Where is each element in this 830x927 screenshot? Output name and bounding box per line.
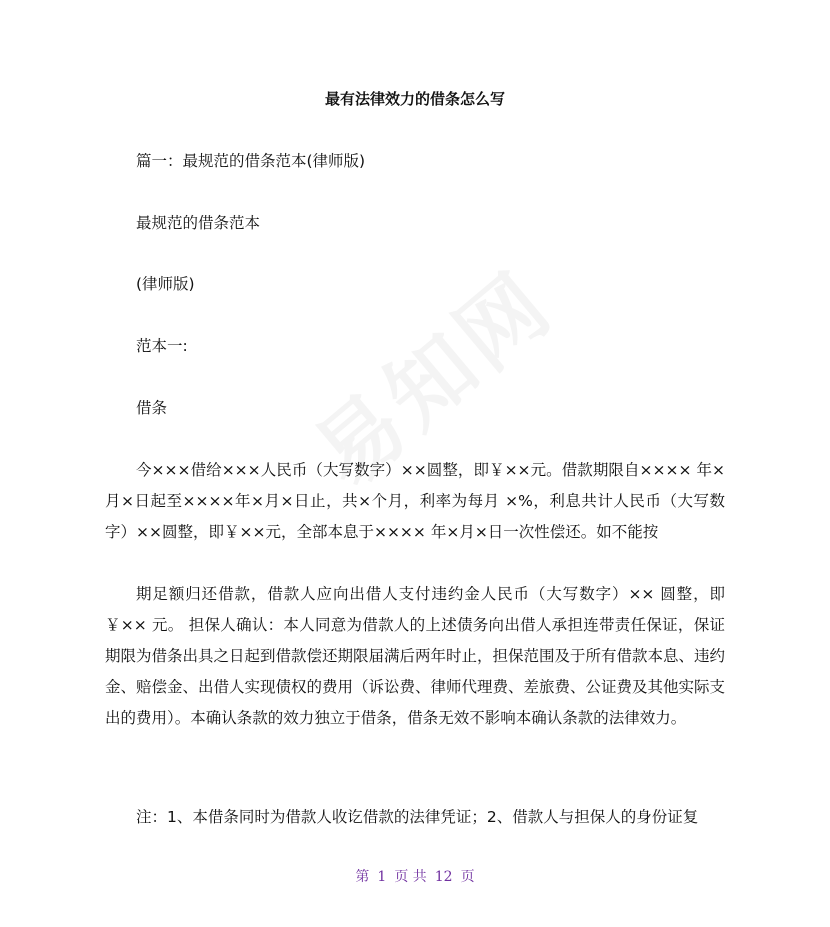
footer-mid: 页 共 [394, 869, 427, 885]
paragraph-lawyer-version: (律师版) [136, 275, 195, 293]
paragraph-note: 注：1、本借条同时为借款人收讫借款的法律凭证；2、借款人与担保人的身份证复 [136, 808, 699, 826]
footer-suffix: 页 [460, 869, 475, 885]
paragraph-penalty-guarantee: 期足额归还借款，借款人应向出借人支付违约金人民币（大写数字）×× 圆整，即￥×× 元。 担保人确认：本人同意为借款人的上述债务向出借人承担连带责任保证，保证期限为借条出具之日起到借款偿还期限届满后两年时止，担保范围及于所有借款本息、违约金、赔偿金、出借人实现债权的费用（诉讼费、律师代理费、差旅费、公证费及其他实际支出的费用）。本确认条款的效力独立于借条，借条无效不影响本确认条款的法律效力。 [105, 585, 726, 727]
footer-prefix: 第 [355, 869, 370, 885]
paragraph-template-title: 最规范的借条范本 [136, 214, 261, 232]
footer-page-number: 1 [377, 869, 387, 885]
paragraph-section-heading: 篇一：最规范的借条范本(律师版) [136, 152, 366, 170]
paragraph-iou-heading: 借条 [136, 399, 168, 417]
document-title: 最有法律效力的借条怎么写 [324, 90, 505, 108]
paragraph-loan-body: 今×××借给×××人民币（大写数字）××圆整，即￥××元。借款期限自×××× 年×月×日起至××××年×月×日止，共×个月，利率为每月 ×%，利息共计人民币（大写数字）××圆整，即￥××元，全部本息于×××× 年×月×日一次性偿还。如不能按 [105, 461, 725, 541]
page-footer [0, 867, 830, 887]
paragraph-template-one: 范本一: [136, 337, 188, 355]
footer-total-pages: 12 [434, 869, 453, 885]
